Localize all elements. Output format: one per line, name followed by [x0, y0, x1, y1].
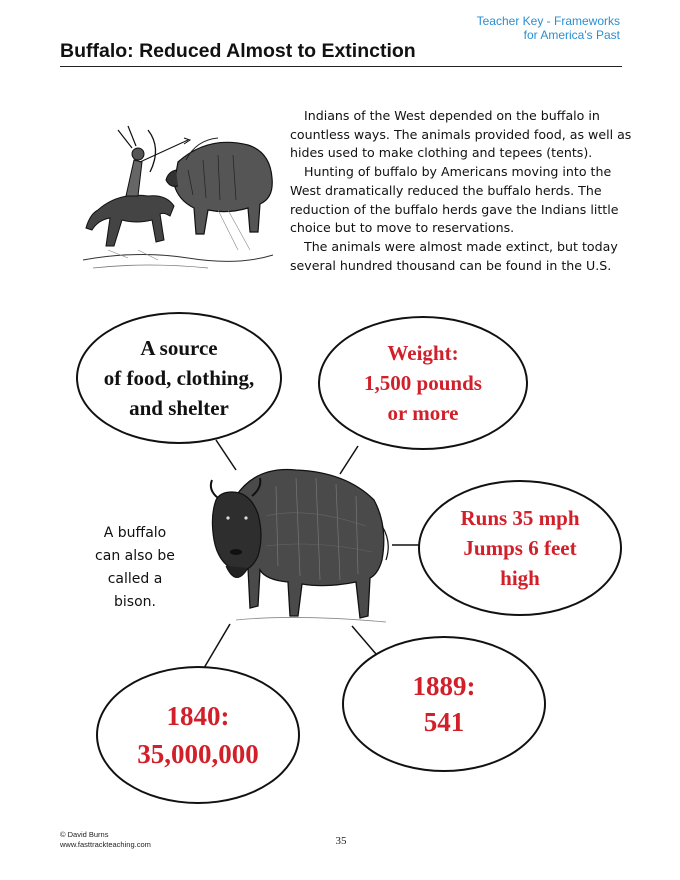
- bubble-1889: [342, 636, 546, 772]
- footer-website: www.fasttrackteaching.com: [60, 840, 151, 849]
- bubble-source-text: A source of food, clothing, and shelter: [103, 336, 255, 420]
- bison-illustration: [206, 456, 392, 636]
- bubble-source: [76, 312, 282, 444]
- series-header-line2: for America's Past: [523, 28, 620, 42]
- series-header-line1: Teacher Key - Frameworks: [476, 14, 620, 28]
- bubble-weight: [318, 316, 528, 450]
- bubble-runs-text: Runs 35 mph Jumps 6 feet high: [460, 506, 580, 590]
- bubble-runs: [418, 480, 622, 616]
- intro-paragraph-2: Hunting of buffalo by Americans moving into the West dramatically reduced the buffalo herds. The reduction of the buffalo herds gave the Indians little choice but to move to reservations.: [290, 164, 619, 236]
- bison-note: A buffalo can also be called a bison.: [95, 525, 175, 610]
- footer-copyright: © David Burns: [60, 830, 109, 839]
- footer-credits: [60, 830, 151, 850]
- bubble-1889-text: 1889: 541: [412, 671, 476, 737]
- page-number: 35: [335, 835, 347, 847]
- bubble-1840-text: 1840: 35,000,000: [137, 701, 259, 769]
- bubble-1840: [96, 666, 300, 804]
- intro-paragraph-1: Indians of the West depended on the buffalo in countless ways. The animals provided food, as well as hides used to make clothing and tepees (tents).: [290, 108, 632, 161]
- intro-paragraph-3: The animals were almost made extinct, but today several hundred thousand can be found in the U.S.: [290, 238, 618, 273]
- bubble-weight-text: Weight: 1,500 pounds or more: [364, 341, 482, 425]
- page-title: Buffalo: Reduced Almost to Extinction: [60, 40, 416, 62]
